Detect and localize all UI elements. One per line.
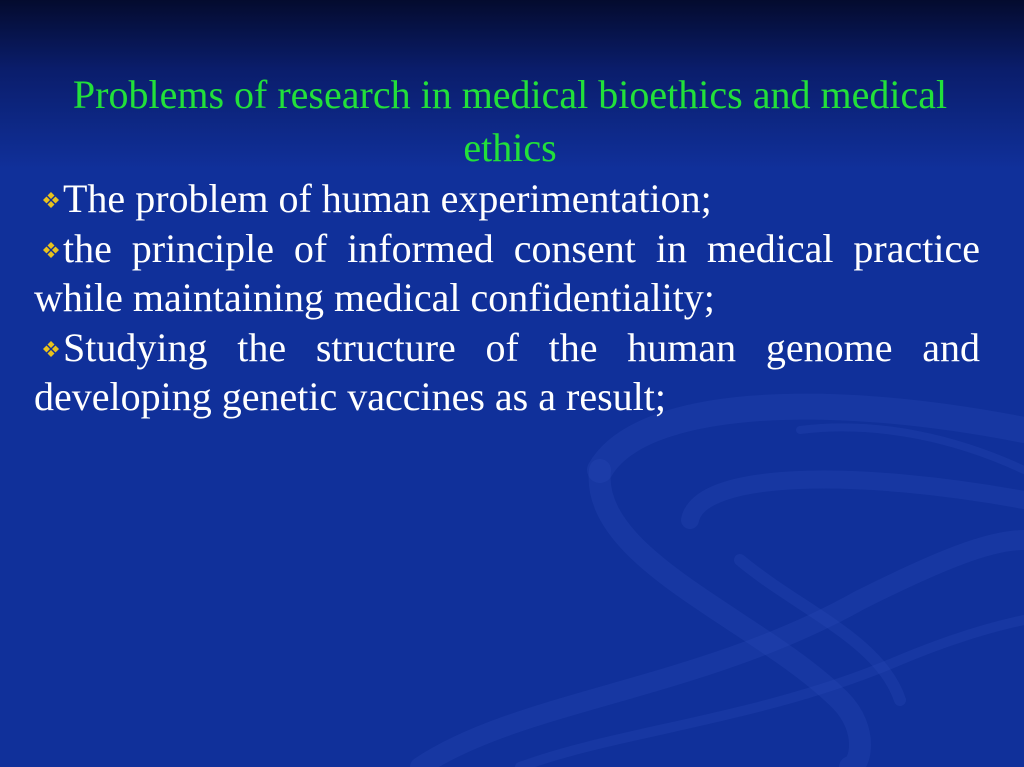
list-item: [34, 174, 980, 224]
list-item: [34, 323, 980, 422]
bullet-list: [34, 174, 980, 422]
diamond-bullet-icon: [34, 238, 61, 262]
bullet-text: The problem of human experimentation;: [63, 176, 712, 221]
list-item: [34, 224, 980, 323]
bullet-text: the principle of informed consent in medical practice while maintaining medical confidentiality;: [34, 225, 980, 320]
slide-title: Problems of research in medical bioethics and medical ethics: [72, 72, 948, 170]
bullet-text: Studying the structure of the human genome and developing genetic vaccines as a result;: [34, 324, 980, 419]
diamond-bullet-icon: [34, 337, 61, 361]
diamond-bullet-icon: [34, 188, 61, 212]
